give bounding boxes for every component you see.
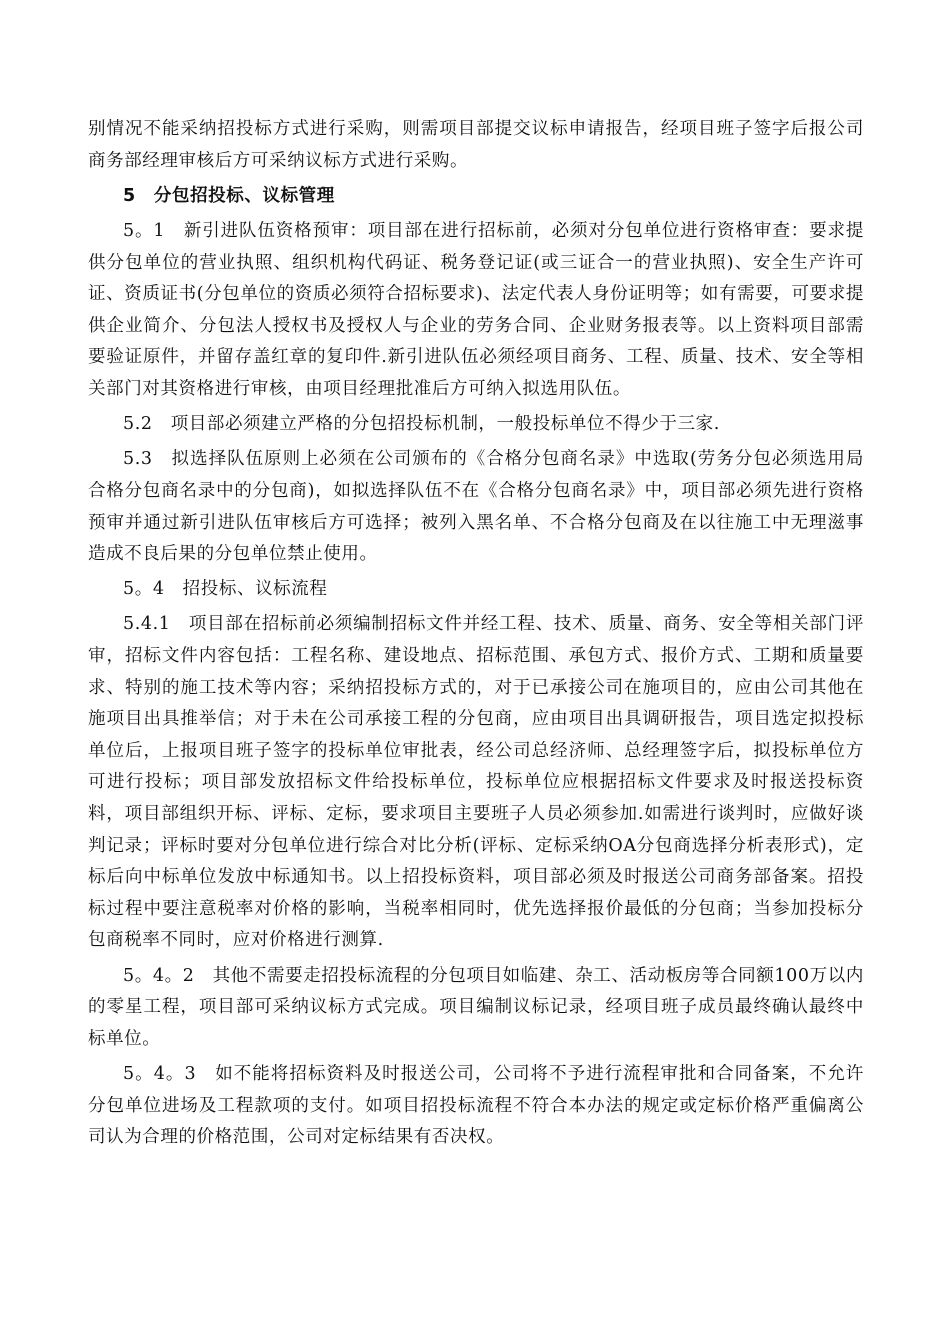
paragraph-5-3: 5.3 拟选择队伍原则上必须在公司颁布的《合格分包商名录》中选取(劳务分包必须选用局合格分包商名录中的分包商)，如拟选择队伍不在《合格分包商名录》中，项目部必须先进行资格预审并通过新引进队伍审核后方可选择；被列入黑名单、不合格分包商及在以往施工中无理滋事造成不良后果的分包单位禁止使用。 — [88, 449, 864, 565]
paragraph-5-4-1: 5.4.1 项目部在招标前必须编制招标文件并经工程、技术、质量、商务、安全等相关部门评审，招标文件内容包括：工程名称、建设地点、招标范围、承包方式、报价方式、工期和质量要求、特别的施工技术等内容；采纳招投标方式的，对于已承接公司在施项目的，应由公司其他在施项目出具推举信；对于未在公司承接工程的分包商，应由项目出具调研报告，项目选定拟投标单位后，上报项目班子签字的投标单位审批表，经公司总经济师、总经理签字后，拟投标单位方可进行投标；项目部发放招标文件给投标单位，投标单位应根据招标文件要求及时报送投标资料，项目部组织开标、评标、定标，要求项目主要班子人员必须参加.如需进行谈判时，应做好谈判记录；评标时要对分包单位进行综合对比分析(评标、定标采纳OA分包商选择分析表形式)，定标后向中标单位发放中标通知书。以上招投标资料，项目部必须及时报送公司商务部备案。招投标过程中要注意税率对价格的影响，当税率相同时，优先选择报价最低的分包商；当参加投标分包商税率不同时，应对价格进行测算. — [88, 614, 864, 951]
subheading-5-4: 5。4 招投标、议标流程 — [123, 579, 328, 600]
paragraph-5-4-2: 5。4。2 其他不需要走招投标流程的分包项目如临建、杂工、活动板房等合同额100万以内的零星工程，项目部可采纳议标方式完成。项目编制议标记录，经项目班子成员最终确认最终中标单位。 — [88, 965, 864, 1049]
section-heading-5: 5 分包招投标、议标管理 — [123, 185, 335, 206]
paragraph-5-4-3: 5。4。3 如不能将招标资料及时报送公司，公司将不予进行流程审批和合同备案，不允许分包单位进场及工程款项的支付。如项目招投标流程不符合本办法的规定或定标价格严重偏离公司认为合理的价格范围，公司对定标结果有否决权。 — [88, 1063, 864, 1148]
paragraph-5-1: 5。1 新引进队伍资格预审：项目部在进行招标前，必须对分包单位进行资格审查：要求提供分包单位的营业执照、组织机构代码证、税务登记证(或三证合一的营业执照)、安全生产许可证、资质证书(分包单位的资质必须符合招标要求)、法定代表人身份证明等；如有需要，可要求提供企业简介、分包法人授权书及授权人与企业的劳务合同、企业财务报表等。以上资料项目部需要验证原件，并留存盖红章的复印件.新引进队伍必须经项目商务、工程、质量、技术、安全等相关部门对其资格进行审核，由项目经理批准后方可纳入拟选用队伍。 — [88, 220, 864, 399]
document-page — [88, 114, 864, 1157]
paragraph-continuation: 别情况不能采纳招投标方式进行采购，则需项目部提交议标申请报告，经项目班子签字后报公司商务部经理审核后方可采纳议标方式进行采购。 — [88, 119, 864, 171]
paragraph-5-2: 5.2 项目部必须建立严格的分包招投标机制，一般投标单位不得少于三家. — [123, 414, 720, 435]
